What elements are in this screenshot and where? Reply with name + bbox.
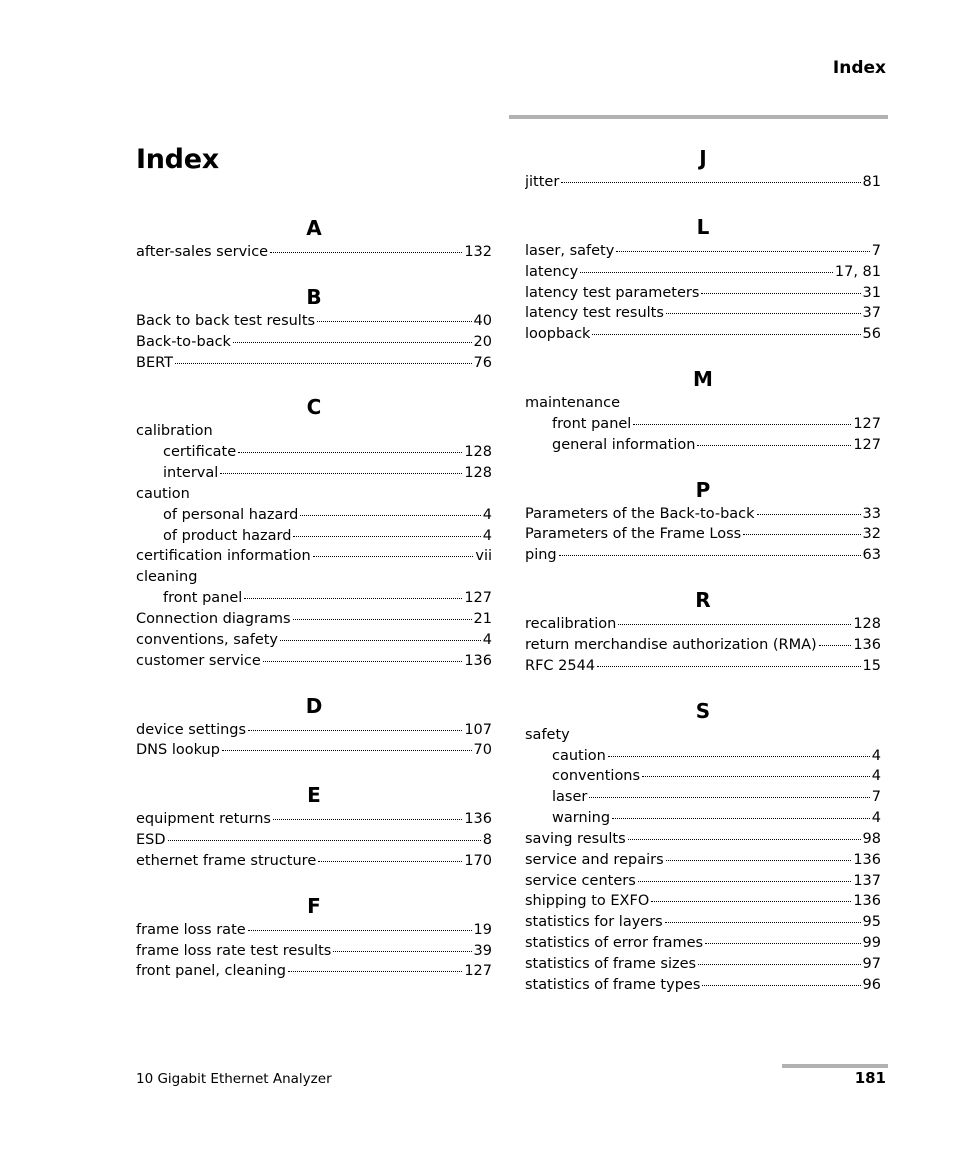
index-entry — [525, 524, 881, 545]
entry-page-number: 40 — [473, 312, 492, 329]
entry-term: ping — [525, 547, 557, 564]
entry-page-number: 4 — [871, 768, 881, 785]
entry-page-number: 137 — [853, 872, 881, 889]
entry-page-number: 31 — [862, 284, 881, 301]
index-section — [525, 476, 881, 567]
entry-page-number: 17, 81 — [834, 263, 881, 280]
index-entry — [525, 303, 881, 324]
index-section — [525, 365, 881, 456]
entry-page-number: 70 — [473, 742, 492, 759]
entry-page-number: 37 — [862, 305, 881, 322]
entry-term: frame loss rate — [136, 921, 246, 938]
dot-leader — [248, 930, 472, 931]
entry-term: of product hazard — [163, 527, 292, 544]
entry-term: device settings — [136, 721, 247, 738]
entry-term: shipping to EXFO — [525, 893, 650, 910]
index-entry — [525, 725, 881, 746]
index-entry — [136, 740, 492, 761]
entry-term: front panel — [163, 590, 243, 607]
entry-page-number: 8 — [482, 832, 492, 849]
entry-page-number: 7 — [871, 242, 881, 259]
entry-term: certification information — [136, 548, 311, 565]
entry-term: of personal hazard — [163, 506, 299, 523]
entry-term: recalibration — [525, 616, 617, 633]
entry-term: Back-to-back — [136, 333, 231, 350]
dot-leader — [651, 901, 851, 902]
entry-term: statistics of error frames — [525, 935, 704, 952]
section-letter: J — [699, 146, 707, 170]
dot-leader — [702, 985, 860, 986]
index-section — [525, 144, 881, 193]
dot-leader — [592, 334, 860, 335]
entry-term: calibration — [136, 423, 213, 440]
index-entry — [525, 545, 881, 566]
entry-term: caution — [552, 747, 606, 764]
index-entry — [525, 975, 881, 996]
entry-page-number: 107 — [464, 721, 492, 738]
index-section — [136, 892, 492, 983]
entry-page-number: 136 — [853, 851, 881, 868]
entry-page-number: 136 — [464, 811, 492, 828]
entry-page-number: 127 — [853, 415, 881, 432]
index-subentry — [136, 442, 492, 463]
dot-leader — [612, 818, 870, 819]
entry-page-number: 127 — [464, 963, 492, 980]
index-subentry — [136, 526, 492, 547]
section-letter: P — [695, 477, 711, 502]
dot-leader — [701, 293, 860, 294]
dot-leader — [238, 452, 462, 453]
index-subentry — [525, 435, 881, 456]
index-section — [525, 586, 881, 677]
dot-leader — [233, 342, 472, 343]
dot-leader — [263, 661, 462, 662]
dot-leader — [561, 182, 860, 183]
dot-leader — [743, 534, 860, 535]
entry-term: RFC 2544 — [525, 657, 596, 674]
dot-leader — [293, 619, 472, 620]
index-entry — [136, 941, 492, 962]
dot-leader — [559, 555, 861, 556]
section-letter: C — [306, 395, 322, 420]
index-subentry — [525, 746, 881, 767]
index-column-right — [525, 144, 881, 1016]
index-section — [136, 214, 492, 263]
index-entry — [136, 851, 492, 872]
index-entry — [525, 172, 881, 193]
entry-term: laser — [552, 789, 588, 806]
index-subentry — [525, 414, 881, 435]
entry-term: Parameters of the Back-to-back — [525, 505, 755, 522]
index-subentry — [136, 505, 492, 526]
entry-term: ESD — [136, 832, 166, 849]
index-entry — [525, 656, 881, 677]
index-entry — [136, 920, 492, 941]
entry-term: maintenance — [525, 395, 620, 412]
dot-leader — [175, 363, 472, 364]
section-letter: S — [695, 698, 711, 723]
index-entry — [525, 241, 881, 262]
entry-term: safety — [525, 726, 570, 743]
entry-term: conventions — [552, 768, 641, 785]
index-section — [136, 283, 492, 374]
index-entry — [136, 567, 492, 588]
entry-page-number: 76 — [473, 354, 492, 371]
entry-page-number: 128 — [853, 616, 881, 633]
page-title: Index — [136, 144, 219, 175]
entry-term: ethernet frame structure — [136, 852, 317, 869]
entry-term: saving results — [525, 830, 626, 847]
entry-term: Back to back test results — [136, 312, 316, 329]
entry-page-number: 33 — [862, 505, 881, 522]
dot-leader — [633, 424, 851, 425]
entry-page-number: 136 — [464, 652, 492, 669]
entry-page-number: 81 — [862, 174, 881, 190]
dot-leader — [248, 730, 462, 731]
index-entry — [136, 546, 492, 567]
entry-term: front panel, cleaning — [136, 963, 286, 980]
entry-term: loopback — [525, 326, 591, 343]
section-letter: B — [306, 284, 322, 309]
index-entry — [136, 421, 492, 442]
dot-leader — [628, 839, 861, 840]
entry-term: front panel — [552, 415, 632, 432]
entry-page-number: 128 — [464, 465, 492, 482]
dot-leader — [220, 473, 462, 474]
header-rule — [509, 115, 888, 119]
index-entry — [525, 891, 881, 912]
entry-page-number: 39 — [473, 942, 492, 959]
dot-leader — [293, 536, 480, 537]
dot-leader — [608, 756, 870, 757]
entry-page-number: 127 — [464, 590, 492, 607]
dot-leader — [597, 666, 860, 667]
dot-leader — [313, 556, 474, 557]
entry-page-number: 4 — [871, 747, 881, 764]
entry-term: latency — [525, 263, 579, 280]
index-section — [525, 213, 881, 345]
entry-term: equipment returns — [136, 811, 271, 828]
footer-page-number: 181 — [854, 1069, 886, 1087]
section-letter: F — [307, 893, 321, 918]
entry-term: certificate — [163, 444, 237, 461]
dot-leader — [589, 797, 869, 798]
index-entry — [525, 614, 881, 635]
entry-page-number: 136 — [853, 636, 881, 653]
dot-leader — [616, 251, 869, 252]
dot-leader — [705, 943, 860, 944]
entry-page-number: 20 — [473, 333, 492, 350]
entry-term: customer service — [136, 652, 261, 669]
index-entry — [136, 332, 492, 353]
dot-leader — [168, 840, 481, 841]
index-entry — [525, 829, 881, 850]
index-entry — [525, 635, 881, 656]
entry-page-number: vii — [475, 548, 492, 565]
dot-leader — [666, 860, 852, 861]
dot-leader — [757, 514, 861, 515]
index-entry — [525, 933, 881, 954]
entry-term: cleaning — [136, 569, 198, 586]
dot-leader — [638, 881, 852, 882]
entry-page-number: 7 — [871, 789, 881, 806]
dot-leader — [665, 922, 861, 923]
entry-term: Parameters of the Frame Loss — [525, 526, 742, 543]
entry-page-number: 96 — [862, 976, 881, 993]
index-entry — [525, 954, 881, 975]
entry-page-number: 63 — [862, 547, 881, 564]
entry-term: statistics of frame types — [525, 976, 701, 993]
entry-page-number: 97 — [862, 955, 881, 972]
entry-term: general information — [552, 436, 696, 453]
index-entry — [525, 283, 881, 304]
footer-rule — [782, 1064, 888, 1068]
entry-page-number: 15 — [862, 657, 881, 674]
dot-leader — [666, 313, 861, 314]
entry-page-number: 56 — [862, 326, 881, 343]
index-entry — [525, 850, 881, 871]
entry-term: jitter — [525, 174, 560, 190]
index-entry — [136, 630, 492, 651]
entry-page-number: 98 — [862, 830, 881, 847]
dot-leader — [642, 776, 870, 777]
dot-leader — [222, 750, 472, 751]
entry-page-number: 127 — [853, 436, 881, 453]
index-section — [525, 697, 881, 996]
index-entry — [136, 311, 492, 332]
entry-page-number: 4 — [482, 527, 492, 544]
index-entry — [136, 651, 492, 672]
index-entry — [136, 809, 492, 830]
dot-leader — [288, 971, 462, 972]
index-entry — [136, 961, 492, 982]
index-entry — [136, 484, 492, 505]
entry-term: laser, safety — [525, 242, 615, 259]
index-entry — [525, 912, 881, 933]
entry-term: DNS lookup — [136, 742, 220, 759]
index-entry — [136, 609, 492, 630]
entry-page-number: 4 — [871, 810, 881, 827]
dot-leader — [273, 819, 462, 820]
index-subentry — [136, 463, 492, 484]
dot-leader — [270, 252, 462, 253]
index-section — [136, 781, 492, 872]
entry-page-number: 19 — [473, 921, 492, 938]
index-entry — [136, 242, 492, 263]
index-entry — [525, 262, 881, 283]
entry-term: after-sales service — [136, 244, 269, 260]
index-entry — [136, 830, 492, 851]
entry-term: service centers — [525, 872, 636, 889]
dot-leader — [280, 640, 481, 641]
entry-page-number: 128 — [464, 444, 492, 461]
index-entry — [525, 871, 881, 892]
dot-leader — [698, 964, 860, 965]
index-subentry — [525, 808, 881, 829]
running-header-title: Index — [832, 58, 886, 78]
index-entry — [136, 353, 492, 374]
section-letter: E — [307, 783, 321, 808]
entry-page-number: 21 — [473, 610, 492, 627]
entry-page-number: 4 — [482, 506, 492, 523]
section-letter: M — [693, 367, 713, 392]
entry-term: latency test parameters — [525, 284, 700, 301]
index-entry — [136, 720, 492, 741]
entry-term: statistics for layers — [525, 914, 663, 931]
entry-page-number: 136 — [853, 893, 881, 910]
entry-page-number: 132 — [464, 244, 492, 260]
entry-term: caution — [136, 485, 190, 502]
entry-term: BERT — [136, 354, 173, 371]
entry-page-number: 4 — [482, 631, 492, 648]
index-subentry — [525, 766, 881, 787]
entry-page-number: 95 — [862, 914, 881, 931]
dot-leader — [333, 951, 471, 952]
index-section — [136, 692, 492, 762]
index-column-left — [136, 214, 492, 1002]
entry-term: Connection diagrams — [136, 610, 291, 627]
entry-term: service and repairs — [525, 851, 664, 868]
entry-page-number: 170 — [464, 852, 492, 869]
dot-leader — [318, 861, 462, 862]
index-entry — [525, 393, 881, 414]
index-section — [136, 393, 492, 671]
dot-leader — [618, 624, 851, 625]
dot-leader — [300, 515, 480, 516]
section-letter: D — [305, 693, 323, 718]
entry-page-number: 99 — [862, 935, 881, 952]
entry-term: frame loss rate test results — [136, 942, 332, 959]
entry-term: conventions, safety — [136, 631, 279, 648]
index-subentry — [525, 787, 881, 808]
entry-term: return merchandise authorization (RMA) — [525, 636, 817, 653]
entry-term: statistics of frame sizes — [525, 955, 697, 972]
dot-leader — [697, 445, 851, 446]
entry-term: interval — [163, 465, 219, 482]
dot-leader — [580, 272, 833, 273]
section-letter: R — [695, 588, 711, 613]
index-entry — [525, 504, 881, 525]
index-entry — [525, 324, 881, 345]
entry-page-number: 32 — [862, 526, 881, 543]
section-letter: A — [306, 216, 322, 240]
footer-product-name: 10 Gigabit Ethernet Analyzer — [136, 1071, 332, 1087]
entry-term: latency test results — [525, 305, 664, 322]
dot-leader — [819, 645, 852, 646]
index-subentry — [136, 588, 492, 609]
dot-leader — [317, 321, 471, 322]
entry-term: warning — [552, 810, 611, 827]
section-letter: L — [696, 214, 710, 239]
dot-leader — [244, 598, 462, 599]
